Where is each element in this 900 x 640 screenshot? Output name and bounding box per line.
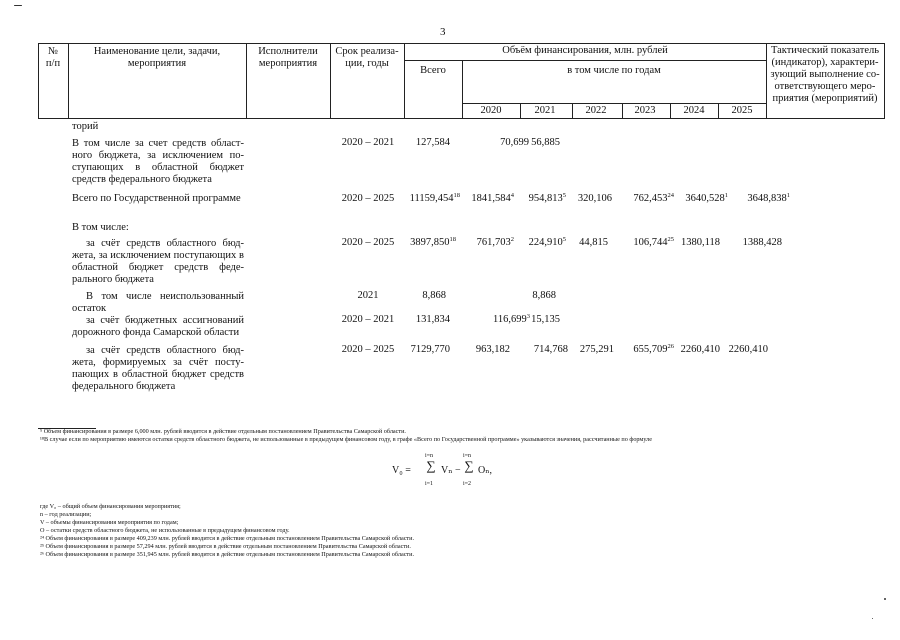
row-description: торий <box>72 121 99 132</box>
row-period: 2021 <box>357 290 379 301</box>
row-description: за счёт средств областного бюд-жета, за исключением поступающих в областной бюджет средств феде-рального бюджета <box>72 238 244 285</box>
header-year-2024: 2024 <box>683 105 705 116</box>
row-2021 <box>529 237 566 248</box>
footnote-ref: 5 <box>562 236 566 243</box>
row-total-value: 3897,850 <box>410 237 450 248</box>
row-period: 2020 – 2021 <box>341 314 395 325</box>
row-2022: 275,291 <box>579 344 614 355</box>
formula-upper-limit-1: i=n <box>425 453 434 459</box>
row-2022: 320,106 <box>577 193 612 204</box>
formula-vn: Vₙ <box>441 465 453 476</box>
formula-where-o: O – остатки средств областного бюджета, не использованные в предыдущем финансовом году. <box>40 527 290 534</box>
sum-icon: ∑ <box>426 458 436 473</box>
row-total: 131,834 <box>415 314 450 325</box>
row-total: 127,584 <box>415 137 450 148</box>
row-2021: 8,868 <box>532 290 556 301</box>
header-year-2023: 2023 <box>634 105 656 116</box>
row-total: 8,868 <box>422 290 446 301</box>
scan-speck <box>884 598 886 600</box>
row-2023-value: 106,744 <box>633 237 668 248</box>
row-2023 <box>633 237 674 248</box>
row-period: 2020 – 2021 <box>341 137 395 148</box>
footnote-ref: 26 <box>667 343 674 350</box>
row-2025: 1388,428 <box>742 237 782 248</box>
header-year-2025: 2025 <box>731 105 753 116</box>
footnote-26: ²⁶ Объем финансирования в размере 351,945 млн. рублей вводится в действие отдельным постановлением Правительства Самарской области. <box>40 551 414 558</box>
header-col-volume: Объём финансирования, млн. рублей <box>502 45 668 56</box>
footnote-18: ¹⁸В случае если по мероприятию имеются остатки средств областного бюджета, не использованные в предыдущем финансовом году, в графе «Всего по Государственной программе» указываются значения, рассчитанные по формуле <box>40 436 653 443</box>
footnote-ref: 25 <box>667 236 674 243</box>
row-total: 7129,770 <box>410 344 450 355</box>
row-period: 2020 – 2025 <box>341 237 395 248</box>
header-col-name: Наименование цели, задачи, мероприятия <box>93 46 221 69</box>
footnote-ref: 5 <box>562 192 566 199</box>
row-total-value: 11159,454 <box>409 193 454 204</box>
row-2025: 2260,410 <box>728 344 768 355</box>
row-period: 2020 – 2025 <box>341 344 395 355</box>
formula-lower-limit-2: i=2 <box>463 481 472 487</box>
formula-where-v: V – объемы финансирования мероприятия по годам; <box>40 519 179 526</box>
row-2020 <box>477 237 514 248</box>
row-2020-value: 761,703 <box>476 237 511 248</box>
row-2021: 15,135 <box>531 314 560 325</box>
header-col-period: Срок реализа- ции, годы <box>335 46 399 69</box>
row-2024-value: 3640,528 <box>685 193 725 204</box>
row-2023 <box>633 344 674 355</box>
row-2020: 963,182 <box>475 344 510 355</box>
row-description: за счёт бюджетных ассигнований дорожного фонда Самарской области <box>72 315 244 338</box>
row-2023 <box>633 193 674 204</box>
formula-minus: − <box>455 465 461 476</box>
footnote-5: ⁵ Объем финансирования в размере 6,000 млн. рублей вводится в действие отдельным постановлением Правительства Самарской области. <box>40 428 406 435</box>
row-2021-value: 954,813 <box>528 193 563 204</box>
row-2020-value: 116,699 <box>493 314 527 325</box>
row-2020 <box>471 193 514 204</box>
row-2024: 1380,118 <box>681 237 720 248</box>
header-col-indicator: Тактический показатель (индикатор), характери- зующий выполнение со- ответствующего меро- приятия (мероприятий) <box>770 45 880 104</box>
header-col-executors: Исполнители мероприятия <box>258 46 318 69</box>
header-col-total: Всего <box>420 65 446 76</box>
footnote-ref: 18 <box>449 236 456 243</box>
row-2024 <box>685 193 728 204</box>
footnote-ref: 18 <box>453 192 460 199</box>
row-description: В том числе: <box>72 222 129 233</box>
row-total <box>410 237 456 248</box>
footnote-24: ²⁴ Объем финансирования в размере 409,239 млн. рублей вводится в действие отдельным постановлением Правительства Самарской области. <box>40 535 414 542</box>
row-description: В том числе неиспользованный остаток <box>72 291 244 314</box>
row-description: за счёт средств областного бюд-жета, формируемых за счёт посту-пающих в областной бюджет средств федерального бюджета <box>72 345 244 392</box>
footnote-25: ²⁵ Объем финансирования в размере 57,294 млн. рублей вводится в действие отдельным постановлением Правительства Самарской области. <box>40 543 411 550</box>
scan-speck <box>872 618 873 619</box>
formula-where-v0: где V₀ – общий объем финансирования мероприятия; <box>40 503 181 510</box>
row-2021 <box>529 193 566 204</box>
formula-where-n: n – год реализации; <box>40 511 92 518</box>
row-description: Всего по Государственной программе <box>72 193 241 204</box>
header-col-by-years: в том числе по годам <box>567 65 661 76</box>
row-2020 <box>493 314 530 325</box>
row-2024: 2260,410 <box>680 344 720 355</box>
page-number: 3 <box>440 26 446 38</box>
footnote-ref: 24 <box>667 192 674 199</box>
row-2020: 70,699 <box>500 137 529 148</box>
row-description: В том числе за счет средств област-ного бюджета, за исключением по-ступающих в областной бюджет средств федерального бюджета <box>72 138 244 185</box>
row-2023-value: 762,453 <box>633 193 668 204</box>
formula-lower-limit-1: i=1 <box>425 481 434 487</box>
formula-lhs: V₀ = <box>392 465 411 476</box>
footnote-ref: 3 <box>526 313 530 320</box>
header-col-number: № п/п <box>45 46 61 69</box>
footnote-ref: 1 <box>724 192 728 199</box>
row-2025-value: 3648,838 <box>747 193 787 204</box>
header-year-2020: 2020 <box>480 105 502 116</box>
footnote-ref: 4 <box>510 192 514 199</box>
row-2021: 714,768 <box>533 344 568 355</box>
row-2025 <box>747 193 790 204</box>
sum-icon: ∑ <box>464 458 474 473</box>
formula-upper-limit-2: i=n <box>463 453 472 459</box>
row-2021: 56,885 <box>531 137 560 148</box>
row-period: 2020 – 2025 <box>341 193 395 204</box>
row-2023-value: 655,709 <box>633 344 668 355</box>
row-2022: 44,815 <box>579 237 608 248</box>
footnote-ref: 1 <box>786 192 790 199</box>
row-2020-value: 1841,584 <box>471 193 511 204</box>
header-year-2022: 2022 <box>585 105 607 116</box>
row-total <box>410 193 460 204</box>
scan-speck <box>14 5 22 6</box>
row-2021-value: 224,910 <box>528 237 563 248</box>
footnote-ref: 2 <box>510 236 514 243</box>
formula-on: Oₙ, <box>478 465 493 476</box>
header-year-2021: 2021 <box>534 105 556 116</box>
